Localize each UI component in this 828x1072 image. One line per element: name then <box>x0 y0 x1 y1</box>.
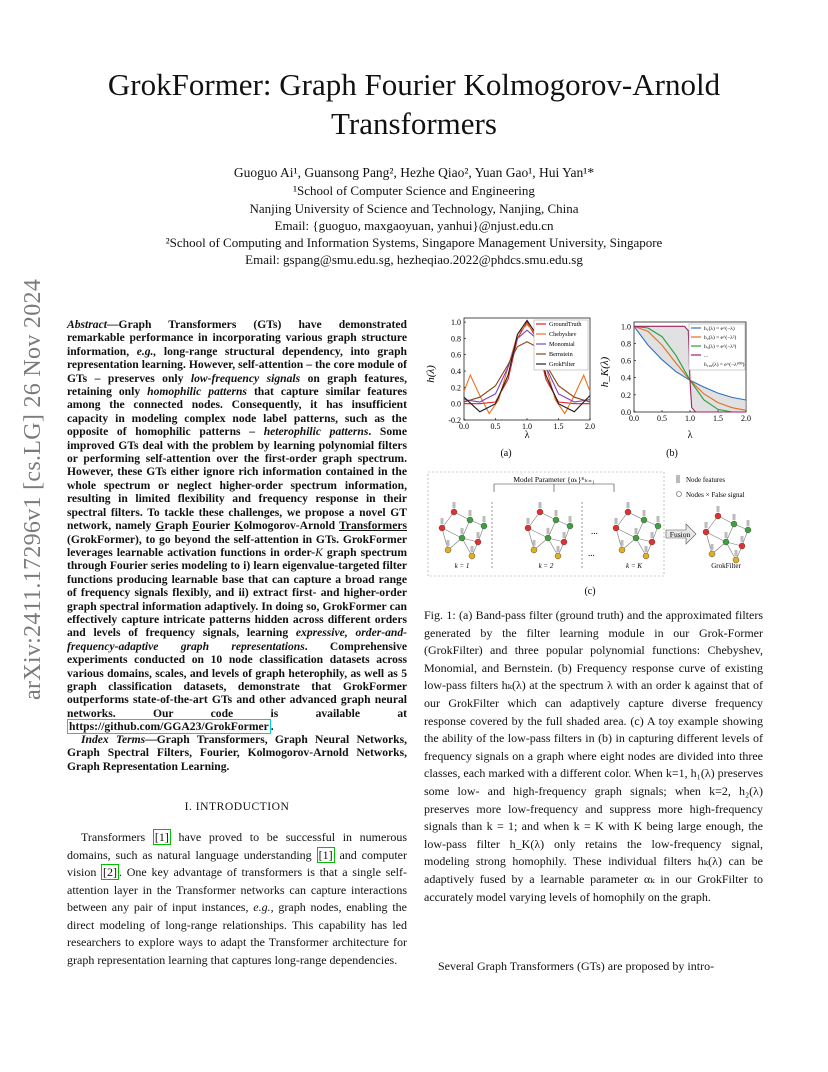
paragraph-start: Several Graph Transformers (GTs) are proposed by intro- <box>438 959 715 973</box>
legend-entry: Chebyshev <box>549 331 577 338</box>
node-feature-bar <box>621 540 624 546</box>
graph-node <box>537 509 543 515</box>
node-feature-bar <box>569 516 572 522</box>
graph-edge <box>706 532 726 542</box>
legend-entry: ... <box>704 353 709 359</box>
author-names: Guoguo Ai¹, Guansong Pang², Hezhe Qiao², Yuan Gao¹, Hui Yan¹* <box>233 165 595 180</box>
node-feature-bar <box>643 510 646 516</box>
graph-node <box>649 539 655 545</box>
graph-node <box>561 539 567 545</box>
graph-edge <box>528 528 548 538</box>
node-feature-bar <box>627 502 630 508</box>
x-tick-label: 1.0 <box>685 414 695 423</box>
figure-caption: Fig. 1: (a) Band-pass filter (ground truth) and the approximated filters generated by the filter learning module in our Grok-Former (GrokFilter) and three popular polynomial functions: Chebyshev, Monomial, and Bernstein. (b) Frequency response curve of existing low-pass filters hₖ(λ) at the spectrum λ with an order k against that of our GrokFilter which can adaptively capture diverse frequency response covered by the full shaded area. (c) A toy example showing the ability of the low-pass filters in (b) in capturing different levels of frequency signals on a graph where eight nodes are divided into three classes, each marked with a different color. When k=1, h₁(λ) preserves some low- and high-frequency graph signals; when k=2, h₂(λ) preserves more low-frequency and suppress more high-frequency signals than k = 1; and when k = K with K being large enough, the low-pass filter h_K(λ) only retains the low-frequency signal, modeling strong homophily. These individual filters hₖ(λ) can be adaptively fused by a learnable parameter αₖ in our GrokFilter to accurately model varying levels of homophily on the graph. <box>424 608 763 904</box>
graph-node <box>619 547 625 553</box>
y-tick-label: 0.4 <box>621 373 631 383</box>
graph-node <box>643 553 649 559</box>
code-link[interactable]: https://github.com/GGA23/GrokFormer <box>69 720 269 734</box>
node-feature-bar <box>645 546 648 552</box>
graph-edge <box>706 532 712 554</box>
legend-entry: Bernstein <box>549 351 573 358</box>
node-feature-bar <box>441 518 444 524</box>
fusion-label: Fusion <box>669 530 691 539</box>
y-tick-label: 1.0 <box>621 322 631 332</box>
abstract: Abstract—Graph Transformers (GTs) have demonstrated remarkable performance in incorporating various graph structure information, e.g., long-range structural dependency, into graph representation learning. However, self-attention – the core module of GTs – preserves only low-frequency signals on graph features, retaining only homophilic patterns that capture similar features among the connected nodes. Consequently, it has insufficient capacity in modeling complex node label patterns, such as the opposite of homophilic patterns – heterophilic patterns. Some improved GTs deal with the problem by learning polynomial filters or performing self-attention over the first-order graph spectrum. However, these GTs either ignore rich information contained in the whole spectrum or neglect higher-order spectrum information, resulting in limited flexibility and frequency response in their spectral filters. To tackle these challenges, we propose a novel GT network, namely Graph Fourier Kolmogorov-Arnold Transformers (GrokFormer), to go beyond the self-attention in GTs. GrokFormer leverages learnable activation functions in order-K graph spectrum through Fourier series modeling to i) learn eigenvalue-targeted filter functions producing learnable base that can capture a broad range of frequency signals flexibly, and ii) extract first- and higher-order graph spectral information adaptively. In doing so, GrokFormer can effectively capture intricate patterns hidden across different orders and levels of frequency signals, learning expressive, order-and-frequency-adaptive graph representations. Comprehensive experiments conducted on 10 node classification datasets across various domains, scales, and levels of graph heterophily, as well as 5 graph classification datasets, demonstrate that GrokFormer outperforms state-of-the-art GTs and other advanced graph neural networks. Our code is available at https://github.com/GGA23/GrokFormer . <box>67 318 408 734</box>
node-feature-bar <box>477 532 480 538</box>
node-feature-bar <box>555 510 558 516</box>
x-tick-label: 1.0 <box>522 422 532 431</box>
citation-link[interactable]: [1] <box>318 847 333 862</box>
email-2: Email: gspang@smu.edu.sg, hezheqiao.2022@phdcs.smu.edu.sg <box>245 252 583 267</box>
graph-node <box>475 539 481 545</box>
citation-link[interactable]: [2] <box>103 865 118 879</box>
graph-node <box>459 535 465 541</box>
graph-node <box>633 535 639 541</box>
graph-edge <box>616 528 622 550</box>
y-tick-label: 0.6 <box>621 356 631 366</box>
y-tick-label: 0.2 <box>451 383 461 393</box>
paper-title-line-2: Transformers <box>331 106 497 141</box>
graph-node <box>545 535 551 541</box>
graph-node <box>451 509 457 515</box>
x-tick-label: 1.5 <box>713 414 723 423</box>
node-feature-bar <box>741 536 744 542</box>
node-feature-bar <box>527 518 530 524</box>
node-feature-bar <box>447 540 450 546</box>
x-tick-label: 1.5 <box>553 422 564 431</box>
chart-a <box>425 318 595 459</box>
graph-node <box>613 525 619 531</box>
legend-node-features: Node features <box>686 476 726 484</box>
graph-node <box>625 509 631 515</box>
node-feature-bar <box>453 502 456 508</box>
affiliation-2: ²School of Computing and Information Systems, Singapore Management University, Singapore <box>165 235 663 250</box>
x-tick-label: 0.0 <box>459 422 469 431</box>
graph-node <box>555 553 561 559</box>
chart-b-ylabel: h_K(λ) <box>599 356 611 388</box>
subfigure-label-a: (a) <box>500 448 512 459</box>
node-feature-bar <box>651 532 654 538</box>
legend-entry: h₁₀₀(λ) = e^(−λ¹⁰⁰) <box>704 362 745 368</box>
chart-a-xlabel: λ <box>524 430 530 441</box>
y-tick-label: 0.4 <box>451 367 461 377</box>
graph-node <box>439 525 445 531</box>
node-feature-bar <box>747 520 750 526</box>
node-feature-bar <box>725 532 728 538</box>
node-feature-bar <box>615 518 618 524</box>
ellipsis-marker: ... <box>591 526 598 536</box>
node-feature-bar <box>533 540 536 546</box>
node-feature-bar <box>657 516 660 522</box>
graph-node <box>481 523 487 529</box>
graph-node <box>715 513 721 519</box>
chart-a-ylabel: h(λ) <box>425 365 437 383</box>
legend-entry: h₃(λ) = e^(−λ³) <box>704 344 737 350</box>
citation-link[interactable]: [1] <box>154 830 169 844</box>
subfigure-label-c: (c) <box>584 586 596 597</box>
graph-node <box>731 521 737 527</box>
node-feature-bar <box>717 506 720 512</box>
model-parameter-label: Model Parameter {αₖ}ᴷₖ₌₁ <box>513 475 595 484</box>
paper-title-line-1: GrokFormer: Graph Fourier Kolmogorov-Arnold <box>107 67 721 102</box>
x-tick-label: 2.0 <box>585 422 595 431</box>
ellipsis-marker: ... <box>588 548 595 558</box>
graph-node <box>531 547 537 553</box>
graph-node <box>525 525 531 531</box>
y-tick-label: 0.2 <box>621 390 631 400</box>
node-features-icon <box>676 475 680 483</box>
graph-node <box>723 539 729 545</box>
x-tick-label: 0.5 <box>657 414 667 423</box>
node-feature-bar <box>547 528 550 534</box>
node-feature-bar <box>471 546 474 552</box>
k-label: k = 2 <box>538 562 554 570</box>
graph-node <box>745 527 751 533</box>
subfigure-label-b: (b) <box>666 448 678 459</box>
email-1: Email: {guoguo, maxgaoyuan, yanhui}@njust.edu.cn <box>274 218 554 233</box>
node-feature-bar <box>461 528 464 534</box>
legend-nodes-false-signal: Nodes × False signal <box>686 491 745 499</box>
graph-node <box>469 553 475 559</box>
intro-paragraph: Transformers [1] have proved to be successful in numerous domains, such as natural language understanding [1] and computer vision [2] . One key advantage of transformers is that a single self-attention layer in the Transformer networks can capture interactions between any pair of input instances, e.g., graph nodes, enabling the direct modeling of long-range relationships. This capability has led researchers to explore ways to adapt the Transformer architecture for graph representation learning that captures long-range dependencies. <box>67 830 407 967</box>
node-feature-bar <box>557 546 560 552</box>
affiliation-1: ¹School of Computer Science and Engineering <box>293 183 535 198</box>
abstract-lead: Abstract— <box>67 318 119 331</box>
section-heading-introduction: I. INTRODUCTION <box>184 800 290 813</box>
k-label: k = K <box>626 562 642 570</box>
node-feature-bar <box>711 544 714 550</box>
graph-node <box>445 547 451 553</box>
legend-entry: GrokFilter <box>549 361 576 368</box>
graph-edge <box>528 528 534 550</box>
node-feature-bar <box>735 550 738 556</box>
legend-entry: GroundTruth <box>549 321 582 328</box>
y-tick-label: 0.8 <box>451 334 461 344</box>
y-tick-label: 0.8 <box>621 339 631 349</box>
figure-1 <box>424 312 764 602</box>
graph-node <box>703 529 709 535</box>
node-feature-bar <box>539 502 542 508</box>
node-feature-bar <box>483 516 486 522</box>
node-feature-bar <box>563 532 566 538</box>
legend-entry: Monomial <box>549 341 575 348</box>
arxiv-identifier: arXiv:2411.17296v1 [cs.LG] 26 Nov 2024 <box>20 278 46 700</box>
y-tick-label: 1.0 <box>451 318 461 328</box>
affiliation-1-location: Nanjing University of Science and Technology, Nanjing, China <box>249 201 579 216</box>
chart-b <box>599 322 751 459</box>
x-tick-label: 0.0 <box>629 414 639 423</box>
x-tick-label: 2.0 <box>741 414 751 423</box>
graph-node <box>467 517 473 523</box>
diagram-c-frame <box>428 472 664 576</box>
node-feature-bar <box>469 510 472 516</box>
node-feature-bar <box>635 528 638 534</box>
node-icon <box>677 492 682 497</box>
index-terms: Index Terms—Graph Transformers, Graph Neural Networks, Graph Spectral Filters, Fourier, Kolmogorov-Arnold Networks, Graph Representation Learning. <box>67 733 407 773</box>
graph-node <box>739 543 745 549</box>
graph-edge <box>616 528 636 538</box>
y-tick-label: 0.6 <box>451 350 461 360</box>
legend-entry: h₂(λ) = e^(−λ²) <box>704 335 737 341</box>
x-tick-label: 0.5 <box>490 422 501 431</box>
node-feature-bar <box>733 514 736 520</box>
graph-edge <box>442 528 448 550</box>
chart-b-xlabel: λ <box>687 430 693 441</box>
y-tick-label: 0.0 <box>451 399 461 409</box>
graph-node <box>553 517 559 523</box>
k-label: k = 1 <box>454 562 470 570</box>
graph-node <box>709 551 715 557</box>
graph-node <box>567 523 573 529</box>
legend-entry: h₁(λ) = e^(−λ) <box>704 326 735 332</box>
diagram-c <box>428 472 751 597</box>
y-tick-label: 0.0 <box>621 408 631 417</box>
graph-edge <box>442 528 462 538</box>
graph-node <box>655 523 661 529</box>
graph-node <box>641 517 647 523</box>
grokfilter-label: GrokFilter <box>711 562 741 570</box>
y-tick-label: -0.2 <box>448 416 461 425</box>
node-feature-bar <box>705 522 708 528</box>
